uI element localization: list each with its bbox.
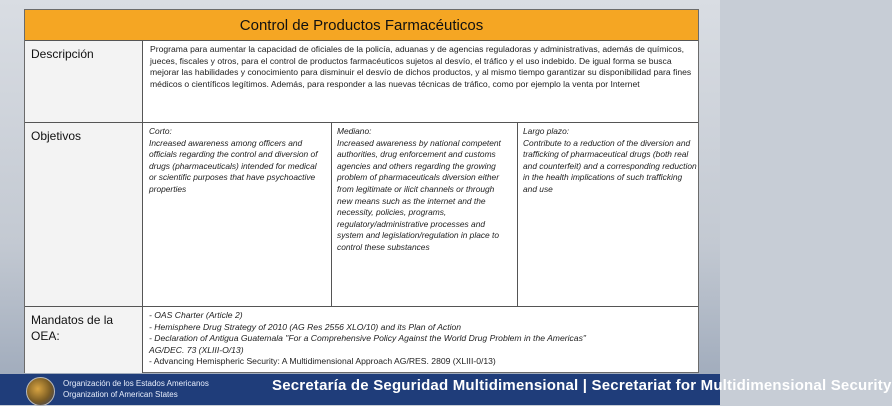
mandates-content: [143, 307, 698, 373]
mandate-line: - Hemisphere Drug Strategy of 2010 (AG Res 2556 XLO/10) and its Plan of Action: [149, 321, 462, 332]
objective-heading: Corto:: [149, 126, 172, 136]
mandate-line: - Advancing Hemispheric Security: A Multidimensional Approach AG/RES. 2809 (XLIII-0/13): [149, 356, 496, 366]
objective-text: Increased awareness by national competent authorities, drug enforcement and customs agencies and others regarding the growing problem of pharmaceuticals diversion either from legitimate or ilicit channels or through new means such as the internet and the necessity, policies, programs, regulatory/administrative processes and system and legislation/regulation in place to control these substances: [337, 137, 501, 252]
objectives-row: [25, 123, 698, 307]
objectives-content: [143, 123, 698, 306]
description-row: [25, 41, 698, 123]
mandate-line: AG/DEC. 73 (XLIII-O/13): [149, 344, 244, 355]
objective-short-term: [149, 126, 325, 196]
program-table: [24, 9, 699, 373]
objective-medium-term: [337, 126, 511, 254]
objectives-label: Objetivos: [25, 123, 143, 306]
mandate-line: - OAS Charter (Article 2): [149, 310, 243, 320]
objective-long-term: [523, 126, 698, 196]
footer-bar: [0, 374, 892, 405]
table-title: Control de Productos Farmacéuticos: [25, 10, 698, 41]
mandate-line: - Declaration of Antigua Guatemala "For a Comprehensive Policy Against the World Drug Problem in the Americas": [149, 333, 586, 343]
org-name-spanish: Organización de los Estados Americanos: [63, 379, 209, 388]
mandates-label: Mandatos de la OEA:: [25, 307, 143, 373]
description-text: Programa para aumentar la capacidad de oficiales de la policía, aduanas y de agencias reguladoras y administrativas, además de químicos, jueces, fiscales y otros, para el control de productos farmacéuticos sujetos al desvío, el tráfico y el uso indebido. De igual forma se busca mejorar las habilidades y conocimiento para disminuir el desvío de dichos productos, y al mismo tiempo garantizar su disponibilidad para fines médicos o científicos legítimos. Además, para responder a las nuevas técnicas de tráfico, como por ejemplo la venta por Internet: [150, 44, 692, 89]
description-label: Descripción: [25, 41, 143, 122]
oas-seal-icon: [26, 377, 55, 406]
objective-heading: Mediano:: [337, 126, 372, 136]
objective-text: Increased awareness among officers and officials regarding the control and diversion of drugs (pharmaceuticals) intended for medical or scientific purposes that have psychoactive properties: [149, 137, 318, 194]
column-divider: [331, 123, 332, 306]
objective-heading: Largo plazo:: [523, 126, 570, 136]
column-divider: [517, 123, 518, 306]
secretariat-name: Secretaría de Seguridad Multidimensional | Secretariat for Multidimensional Security: [272, 377, 892, 394]
objective-text: Contribute to a reduction of the diversion and trafficking of pharmaceutical drugs (both real and counterfeit) and a corresponding reduction in the health implications of such trafficking and use: [523, 137, 697, 194]
org-name-english: Organization of American States: [63, 390, 178, 399]
mandates-row: [25, 307, 698, 373]
